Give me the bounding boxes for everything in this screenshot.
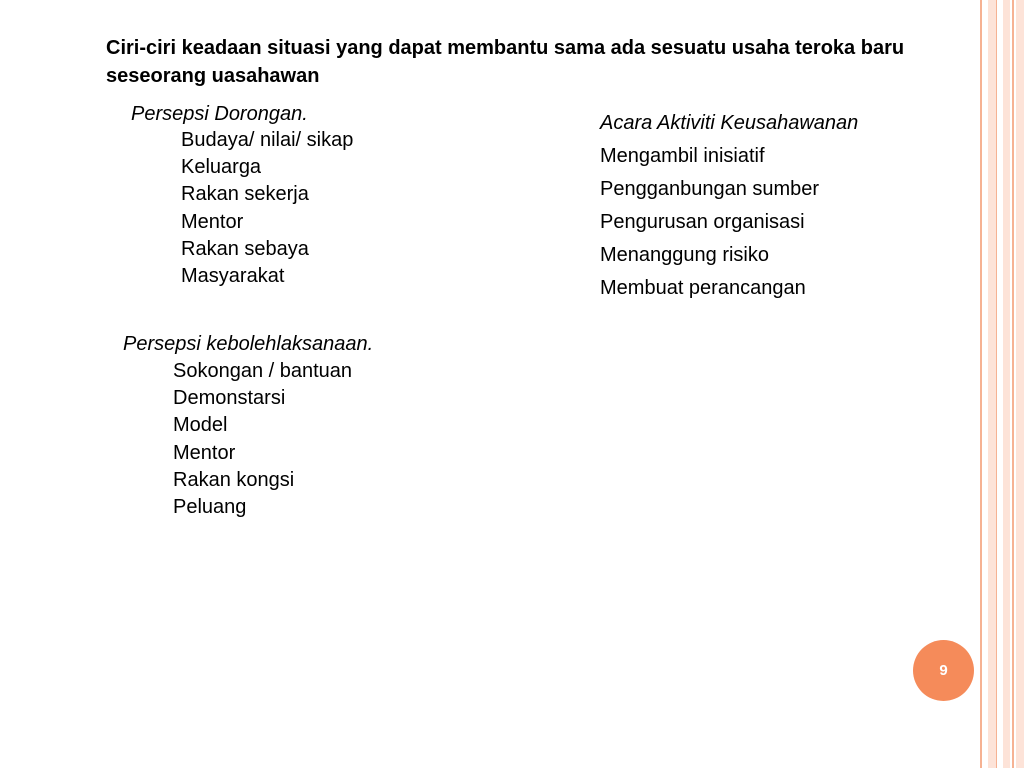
decorative-stripe-band bbox=[988, 0, 996, 768]
decorative-stripe-line bbox=[980, 0, 982, 768]
list-item: Rakan sekerja bbox=[181, 183, 309, 206]
list-item: Demonstarsi bbox=[173, 387, 286, 410]
acara-aktiviti-heading: Acara Aktiviti Keusahawanan bbox=[600, 112, 859, 134]
acara-aktiviti-list bbox=[600, 140, 819, 305]
list-item: Sokongan / bantuan bbox=[173, 360, 353, 382]
decorative-stripe-band bbox=[1016, 0, 1024, 768]
slide-title: Ciri-ciri keadaan situasi yang dapat membantu sama ada sesuatu usaha teroka baru seseorang uasahawan bbox=[106, 37, 905, 87]
decorative-stripe-line bbox=[1012, 0, 1014, 768]
list-item: Pengurusan organisasi bbox=[600, 211, 805, 233]
list-item: Keluarga bbox=[181, 156, 262, 179]
list-item: Membuat perancangan bbox=[600, 277, 806, 299]
list-item: Peluang bbox=[173, 496, 247, 519]
page-number: 9 bbox=[939, 662, 948, 679]
list-item: Model bbox=[173, 414, 228, 437]
page-number-badge bbox=[913, 640, 974, 701]
persepsi-kebolehlaksanaan-heading: Persepsi kebolehlaksanaan. bbox=[123, 333, 374, 355]
list-item: Masyarakat bbox=[181, 265, 285, 288]
list-item: Mengambil inisiatif bbox=[600, 145, 765, 167]
list-item: Rakan sebaya bbox=[181, 237, 309, 260]
list-item: Menanggung risiko bbox=[600, 244, 769, 266]
persepsi-dorongan-heading: Persepsi Dorongan. bbox=[131, 103, 308, 125]
persepsi-dorongan-list bbox=[181, 127, 353, 290]
decorative-stripe-band bbox=[1003, 0, 1010, 768]
list-item: Rakan kongsi bbox=[173, 468, 295, 491]
list-item: Pengganbungan sumber bbox=[600, 178, 820, 200]
persepsi-kebolehlaksanaan-list bbox=[173, 358, 352, 521]
list-item: Mentor bbox=[173, 441, 236, 464]
list-item: Mentor bbox=[181, 210, 244, 233]
list-item: Budaya/ nilai/ sikap bbox=[181, 129, 354, 151]
decorative-stripe-line bbox=[996, 0, 997, 768]
